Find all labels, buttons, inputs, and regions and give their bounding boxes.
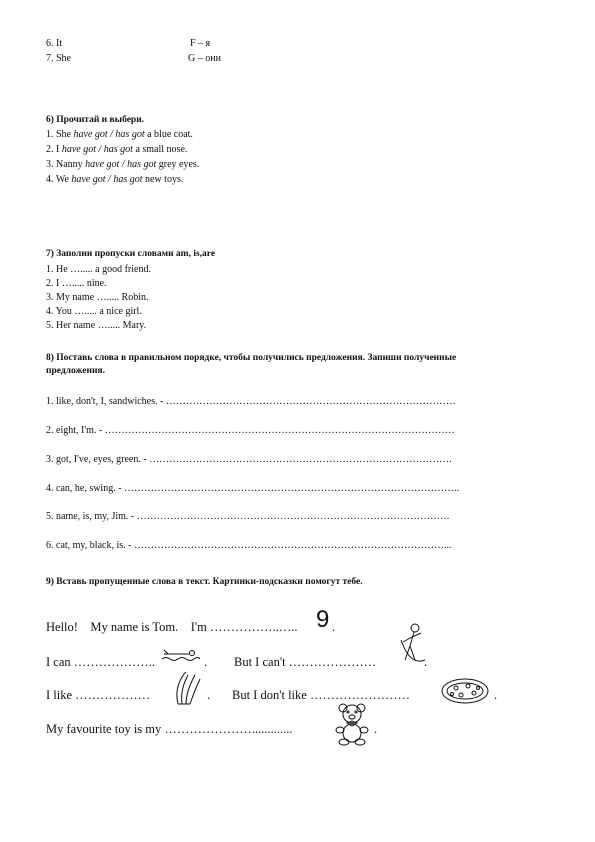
dont-like-dot: . [494,688,498,702]
task6-item-choice: have got / has got [73,129,145,140]
task8-item-2: 2. eight, I'm. - …………………………………………………………………………………………… [46,425,455,436]
task8-item-3: 3. got, I've, eyes, green. - ………………………………………………………………………………. [46,454,452,465]
bananas-icon [170,670,206,708]
task6-item-2 [46,144,187,155]
task7-heading: 7) Заполни пропуски словами am, is,are [46,249,216,259]
task9-like-line: I like ……………… [46,688,151,702]
task8-item-1: 1. like, don't, I, sandwiches. - …………………………………………………………………………… [46,396,456,407]
toy-dot: . [374,722,378,736]
like-dot: . [207,688,211,702]
task6-item-1 [46,129,193,140]
task6-item-rest: a blue coat. [147,129,193,140]
teddy-bear-icon [332,702,372,746]
task6-item-subject: 4. We [46,174,69,185]
task8-item-5: 5. name, is, my, Jim. - …………………………………………………………………………………. [46,511,450,522]
task7-item-4: 4. You …..... a nice girl. [46,306,142,317]
task8-heading-line2: предложения. [46,366,105,376]
task6-item-rest: grey eyes. [158,159,200,170]
match-right-f: F – я [190,38,211,49]
can-dot: . [204,655,208,669]
task6-item-3 [46,159,199,170]
swimmer-icon [160,648,200,664]
age-digit: 9 [316,606,330,633]
task6-item-choice: have got / has got [61,144,133,155]
task6-item-subject: 2. I [46,144,60,155]
task8-item-4: 4. can, he, swing. - ……………………………………………………………………………………….. [46,483,460,494]
task7-item-2: 2. I …..... nine. [46,278,107,289]
task9-hello-line: Hello! My name is Tom. I'm ……………..….. [46,620,298,634]
task8-item-6: 6. cat, my, black, is. - …………………………………………………………………………………... [46,540,452,551]
task6-item-rest: a small nose. [135,144,188,155]
task6-item-choice: have got / has got [85,159,157,170]
match-right-g: G – они [188,53,221,64]
task6-heading: 6) Прочитай и выбери. [46,115,145,125]
task7-item-5: 5. Her name …..... Mary. [46,320,147,331]
task6-item-subject: 1. She [46,129,71,140]
task9-dont-like-line: But I don't like …………………… [232,688,410,702]
task6-item-choice: have got / has got [71,174,143,185]
task7-item-1: 1. He …..... a good friend. [46,264,151,275]
pizza-icon [440,676,490,706]
task6-item-4 [46,174,183,185]
task9-cant-line: But I can't ………………… [234,655,377,669]
task6-item-subject: 3. Nanny [46,159,83,170]
task9-heading: 9) Вставь пропущенные слова в текст. Картинки-подсказки помогут тебе. [46,577,363,587]
task8-heading-line1: 8) Поставь слова в правильном порядке, чтобы получились предложения. Запиши полученные [46,353,457,363]
task9-toy-line: My favourite toy is my …………………............. [46,722,293,736]
age-dot: . [332,620,336,634]
match-left-7: 7. She [46,53,71,64]
cant-dot: . [424,655,428,669]
match-left-6: 6. It [46,38,63,49]
task7-item-3: 3. My name …..... Robin. [46,292,149,303]
task6-item-rest: new toys. [145,174,184,185]
task9-can-line: I can ……………….. [46,655,156,669]
